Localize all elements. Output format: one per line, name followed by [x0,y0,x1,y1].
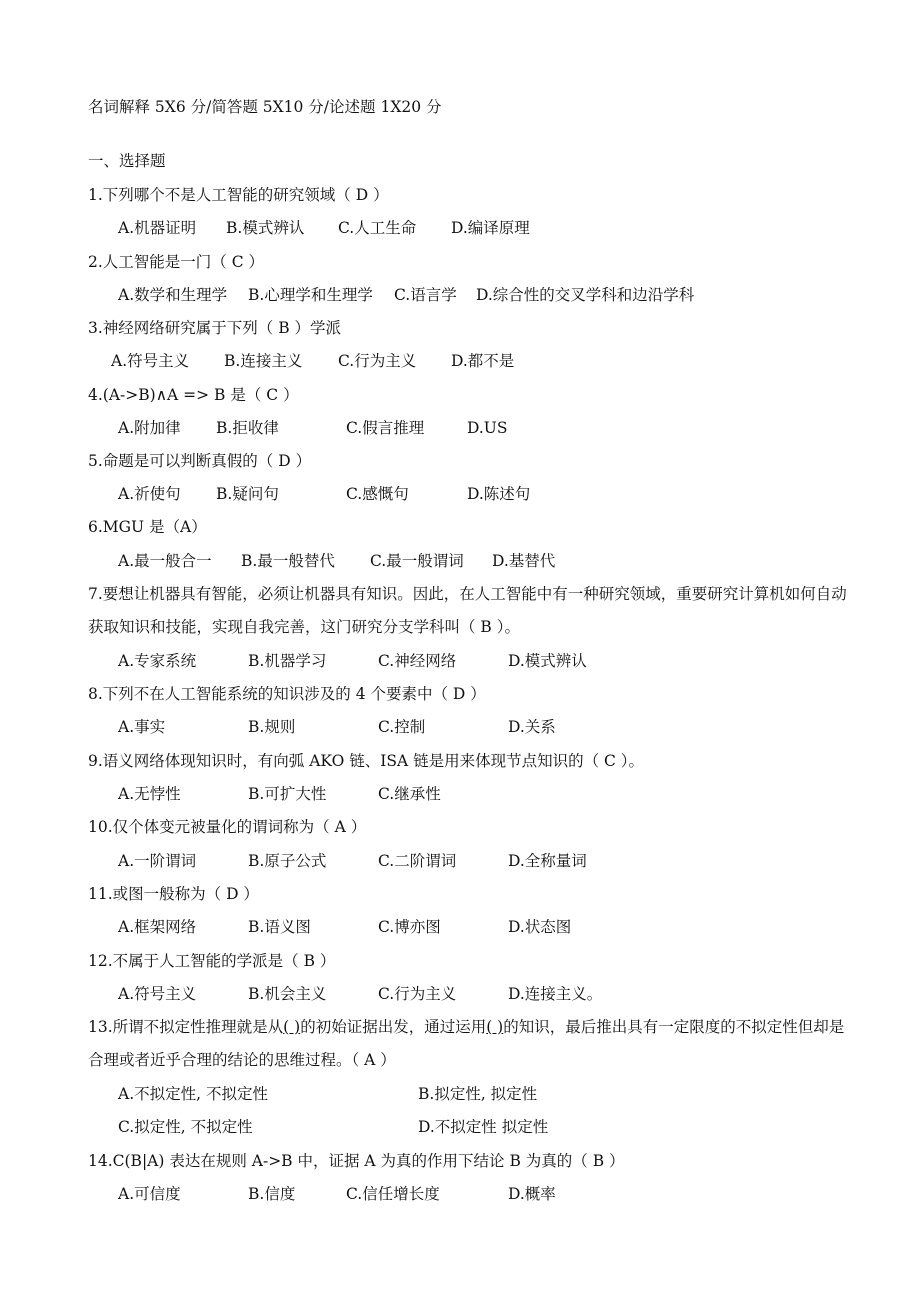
option-c: C.控制 [378,718,426,736]
question-stem [88,1011,848,1077]
section-title: 一、选择题 [88,152,166,170]
option-a: A.可信度 [118,1185,181,1203]
question-options [0,851,920,871]
option-b: B.信度 [248,1185,296,1203]
question-stem: 10.仅个体变元被量化的谓词称为（ A ） [88,818,367,836]
option-a: A.框架网络 [118,918,197,936]
option-a: A.符号主义 [111,352,190,370]
question-options [0,984,920,1004]
question-stem: 8.下列不在人工智能系统的知识涉及的 4 个要素中（ D ） [88,685,486,703]
option-b: B.机会主义 [248,985,327,1003]
question-options [0,351,920,371]
question-stem: 14.C(B|A) 表达在规则 A->B 中，证据 A 为真的作用下结论 B 为真的（ B ） [88,1152,625,1170]
option-d: D.模式辨认 [508,652,587,670]
option-d: D.都不是 [451,352,515,370]
question-options [0,784,920,804]
question-options [0,717,920,737]
question-stem: 5.命题是可以判断真假的（ D ） [88,452,312,470]
question-stem: 12.不属于人工智能的学派是（ B ） [88,952,336,970]
option-c: C.最一般谓词 [370,552,464,570]
option-b: B.语义图 [248,918,311,936]
option-b: B.原子公式 [248,852,327,870]
question-options [0,285,920,305]
option-b: B.连接主义 [224,352,303,370]
option-d: D.连接主义。 [508,985,603,1003]
option-b: B.拟定性, 拟定性 [418,1085,538,1103]
option-a: A.事实 [118,718,166,736]
stem-text: 的知识，最后推出具有一定限度的不拟定性但却是合理或者近乎合理的结论的思维过程。（ A ） [88,1018,845,1069]
question-stem: 1.下列哪个不是人工智能的研究领域（ D ） [88,186,389,204]
option-c: C.信任增长度 [346,1185,440,1203]
question-options [0,651,920,671]
question-stem: 7.要想让机器具有智能，必须让机器具有知识。因此，在人工智能中有一种研究领域，重要研究计算机如何自动获取知识和技能，实现自我完善，这门研究分支学科叫（ B ）。 [88,585,847,636]
option-a: A.不拟定性, 不拟定性 [118,1085,268,1103]
option-c: C.行为主义 [338,352,417,370]
option-c: C.博亦图 [378,918,441,936]
option-d: D.不拟定性 拟定性 [418,1118,549,1136]
question-stem: 11.或图一般称为（ D ） [88,885,259,903]
answer-blank: ( ) [486,1018,504,1036]
option-a: A.数学和生理学 [118,286,228,304]
question-stem: 4.(A->B)∧A => B 是（ C ） [88,386,299,404]
option-d: D.基替代 [492,552,556,570]
question-options [0,1084,920,1104]
question-stem: 2.人工智能是一门（ C ） [88,253,265,271]
question-options [0,418,920,438]
stem-text: 的初始证据出发，通过运用 [300,1018,487,1036]
option-c: C.二阶谓词 [378,852,457,870]
option-b: B.机器学习 [248,652,327,670]
question-options [0,484,920,504]
option-a: A.最一般合一 [118,552,212,570]
option-b: B.模式辨认 [226,219,305,237]
option-d: D.状态图 [508,918,572,936]
option-a: A.专家系统 [118,652,197,670]
option-d: D.关系 [508,718,556,736]
option-c: C.神经网络 [378,652,457,670]
option-b: B.疑问句 [216,485,279,503]
question-options [0,218,920,238]
option-a: A.符号主义 [118,985,197,1003]
exam-format-header: 名词解释 5X6 分/简答题 5X10 分/论述题 1X20 分 [88,98,442,116]
question-stem: 9.语义网络体现知识时，有向弧 AKO 链、ISA 链是用来体现节点知识的（ C ）。 [88,752,645,770]
option-a: A.附加律 [118,419,181,437]
option-c: C.行为主义 [378,985,457,1003]
stem-text: 13.所谓不拟定性推理就是从 [88,1018,284,1036]
option-d: D.全称量词 [508,852,587,870]
option-d: D.概率 [508,1185,556,1203]
option-a: A.一阶谓词 [118,852,197,870]
answer-blank: ( ) [283,1018,301,1036]
question-options [0,917,920,937]
option-c: C.拟定性, 不拟定性 [118,1118,253,1136]
option-a: A.机器证明 [118,219,197,237]
option-b: B.最一般替代 [241,552,335,570]
option-b: B.规则 [248,718,296,736]
option-a: A.祈使句 [118,485,181,503]
option-b: B.可扩大性 [248,785,327,803]
question-options [0,1184,920,1204]
question-options [0,1117,920,1137]
option-c: C.继承性 [378,785,441,803]
option-d: D.US [467,419,508,437]
option-d: D.综合性的交叉学科和边沿学科 [476,286,695,304]
option-d: D.编译原理 [451,219,530,237]
option-d: D.陈述句 [467,485,531,503]
option-c: C.人工生命 [338,219,417,237]
option-b: B.拒收律 [216,419,279,437]
option-a: A.无悖性 [118,785,181,803]
question-options [0,551,920,571]
question-stem: 6.MGU 是（A） [88,518,207,536]
option-b: B.心理学和生理学 [248,286,373,304]
option-c: C.假言推理 [346,419,425,437]
question-stem: 3.神经网络研究属于下列（ B ）学派 [88,319,342,337]
option-c: C.感慨句 [346,485,409,503]
option-c: C.语言学 [394,286,457,304]
